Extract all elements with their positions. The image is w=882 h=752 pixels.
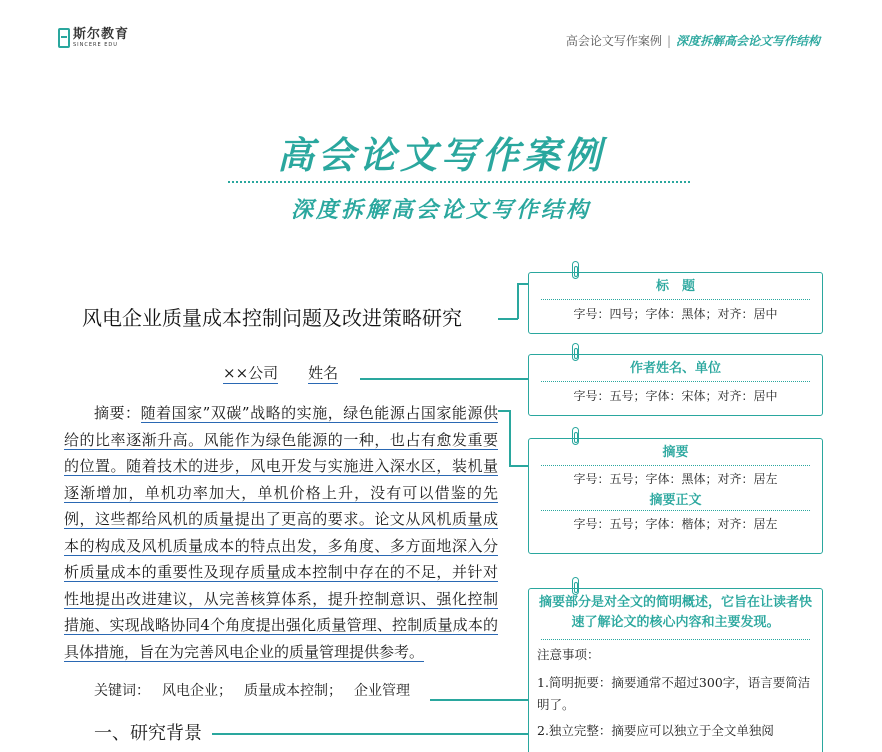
- title-divider: [228, 181, 690, 183]
- abstract-label: 摘要：: [94, 404, 141, 422]
- header-breadcrumb: [566, 32, 820, 49]
- note-subheading: 注意事项：: [537, 647, 600, 662]
- connector-section: [212, 733, 528, 735]
- annotation-format: 字号：五号；字体：宋体；对齐：居中: [573, 389, 778, 403]
- logo-mark-icon: [58, 28, 70, 48]
- note-body: [529, 640, 822, 742]
- logo: [58, 28, 129, 48]
- connector-abstract: [509, 465, 529, 467]
- note-summary: 摘要部分是对全文的简明概述，它旨在让读者快速了解论文的核心内容和主要发现。: [538, 595, 812, 630]
- company-name: ××公司: [223, 364, 279, 382]
- logo-tagline: SINCERE EDU: [73, 42, 118, 48]
- logo-name: 斯尔教育: [73, 27, 130, 42]
- header-topic-title: 深度拆解高会论文写作结构: [675, 34, 820, 48]
- author-name: 姓名: [308, 364, 339, 382]
- note-item: 1.简明扼要：摘要通常不超过300字，语言要简洁明了。: [537, 675, 811, 712]
- paper-title: 风电企业质量成本控制问题及改进策略研究: [82, 306, 462, 330]
- keywords-label: 关键词：: [94, 683, 150, 699]
- connector-abstract: [509, 410, 511, 466]
- annotation-title-box: [528, 272, 823, 334]
- keyword-item: 风电企业；: [162, 683, 232, 699]
- page-title: 高会论文写作案例: [277, 134, 605, 177]
- annotation-heading: 作者姓名、单位: [629, 361, 721, 376]
- paperclip-icon: [572, 427, 579, 445]
- annotation-format: 字号：五号；字体：楷体；对齐：居左: [573, 517, 778, 531]
- page-subtitle: 深度拆解高会论文写作结构: [290, 198, 591, 223]
- abstract-body: 随着国家”双碳”战略的实施，绿色能源占国家能源供给的比率逐渐升高。风能作为绿色能源的一种，也占有愈发重要的位置。随着技术的进步，风电开发与实施进入深水区，装机量逐渐增加，单机功率加大，单机价格上升，没有可以借鉴的先例，这些都给风机的质量提出了更高的要求。论文从风机质量成本的构成及风机质量成本的特点出发，多角度、多方面地深入分析质量成本的重要性及现存质量成本控制中存在的不足，并针对性地提出改进建议，从完善核算体系，提升控制意识、强化控制措施、实现战略协同4个角度提出强化质量管理、控制质量成本的具体措施，旨在为完善风电企业的质量管理提供参考。: [64, 404, 498, 661]
- paperclip-icon: [572, 261, 579, 279]
- keyword-item: 质量成本控制；: [244, 683, 342, 699]
- annotation-heading: 摘要正文: [649, 493, 702, 508]
- header-series-title: 高会论文写作案例: [565, 34, 662, 48]
- section-heading: 一、研究背景: [94, 723, 202, 744]
- abstract-paragraph: [64, 400, 498, 665]
- connector-title: [498, 318, 518, 320]
- connector-keywords: [430, 699, 528, 701]
- keywords-line: [94, 680, 422, 700]
- paperclip-icon: [572, 343, 579, 361]
- annotation-format: 字号：五号；字体：黑体；对齐：居左: [573, 472, 778, 486]
- paperclip-icon: [572, 577, 579, 595]
- annotation-heading: 标 题: [655, 279, 695, 294]
- header-separator: |: [666, 34, 671, 48]
- author-line: [223, 362, 368, 383]
- annotation-author-box: [528, 354, 823, 416]
- annotation-format: 字号：四号；字体：黑体；对齐：居中: [573, 307, 778, 321]
- annotation-heading: 摘要: [662, 445, 689, 460]
- annotation-abstract-box: [528, 438, 823, 554]
- abstract-note-box: [528, 588, 823, 752]
- connector-author: [360, 378, 528, 380]
- note-item: 2.独立完整：摘要应可以独立于全文单独阅: [537, 723, 774, 738]
- keyword-item: 企业管理: [354, 683, 410, 699]
- connector-title: [517, 283, 519, 319]
